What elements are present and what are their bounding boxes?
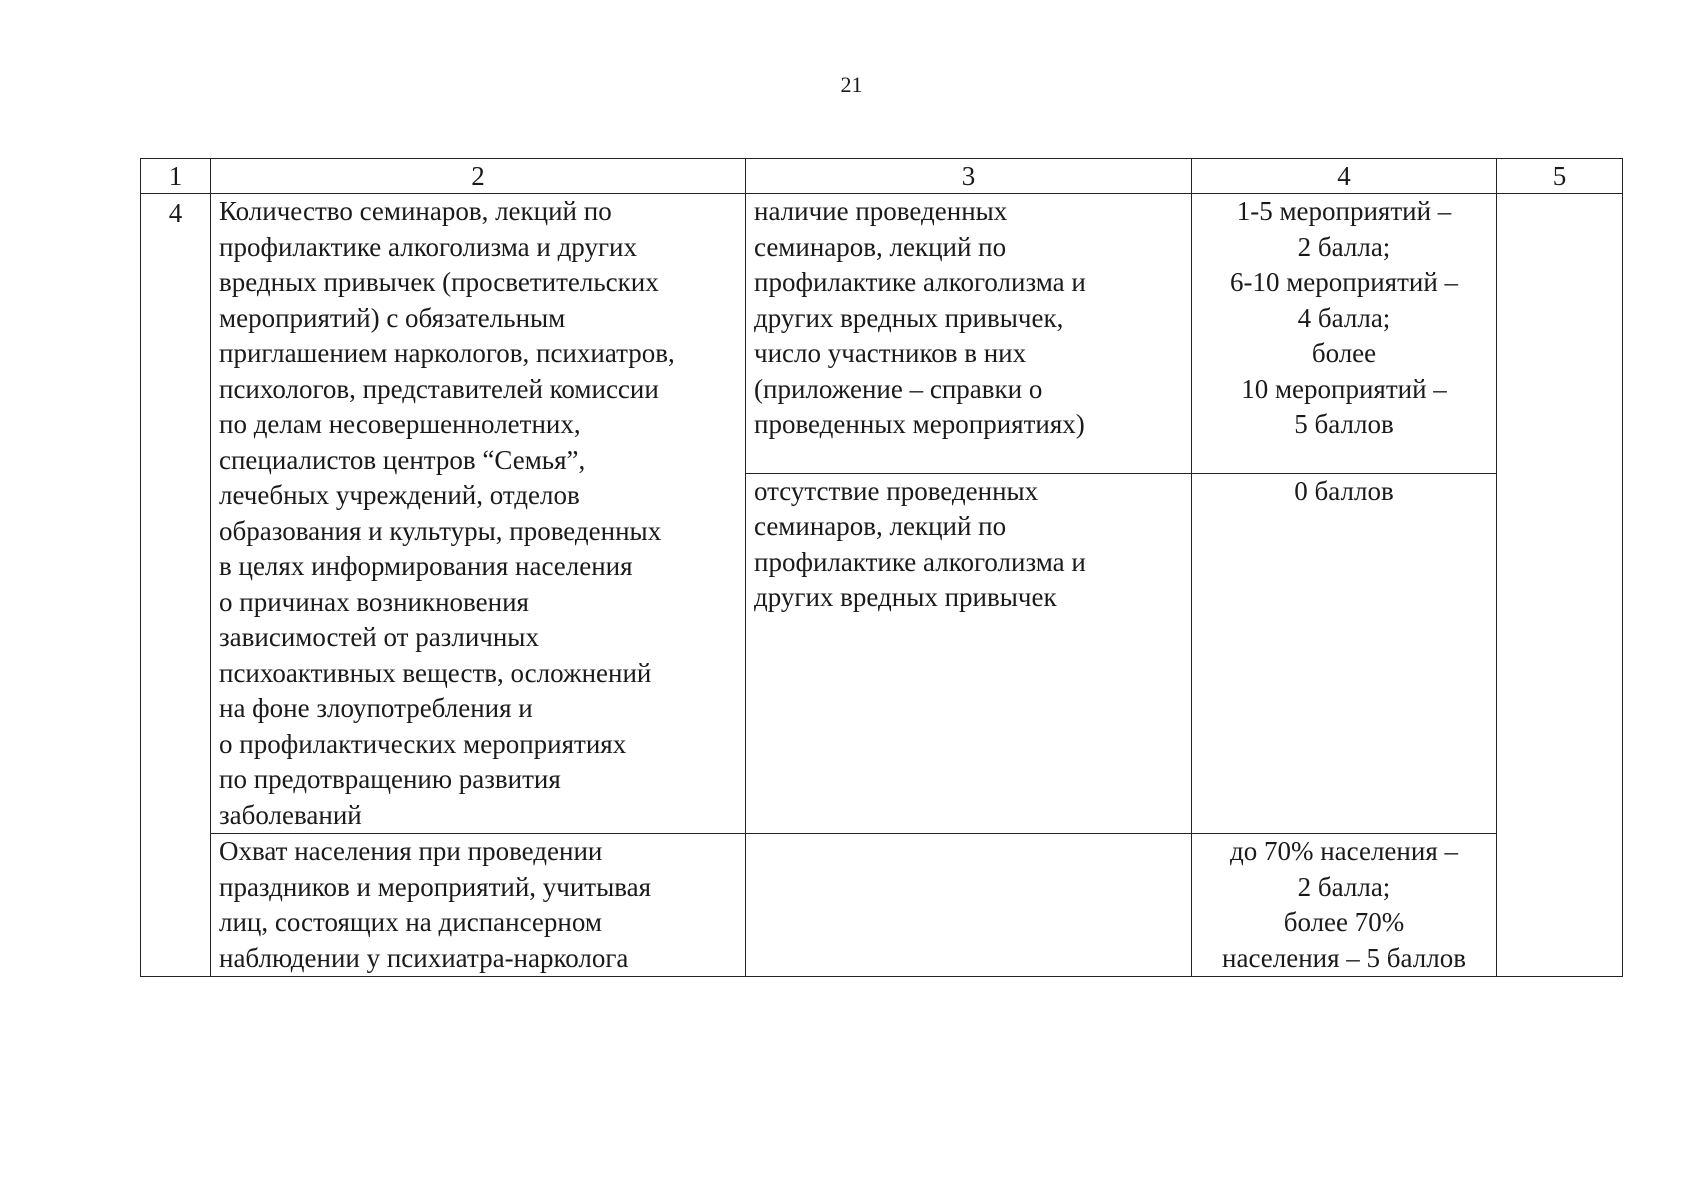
criteria-table [140, 158, 1623, 977]
table-row [141, 194, 1623, 474]
criterion-2-name-cell [211, 834, 746, 977]
table-row [141, 834, 1623, 977]
header-cell-2: 2 [211, 159, 746, 194]
score-present-cell [1192, 194, 1497, 474]
row-number-cell: 4 [141, 194, 211, 977]
header-cell-3: 3 [746, 159, 1192, 194]
header-cell-5: 5 [1497, 159, 1623, 194]
table-header-row [141, 159, 1623, 194]
criterion-2-score-cell [1192, 834, 1497, 977]
score-absent-cell [1192, 473, 1497, 833]
score-present: 1-5 мероприятий – 2 балла; 6-10 мероприятий – 4 балла; более 10 мероприятий – 5 баллов [1229, 196, 1459, 439]
indicator-present: наличие проведенных семинаров, лекций по профилактике алкоголизма и других вредных привычек, число участников в них (приложение – справки о проведенных мероприятиях) [754, 196, 1086, 439]
column-5-cell [1497, 194, 1623, 977]
criterion-1-name: Количество семинаров, лекций по профилактике алкоголизма и других вредных привычек (просветительских мероприятий) с обязательным приглашением наркологов, психиатров, психологов, представителей комиссии по делам несовершеннолетних, специалистов центров “Семья”, лечебных учреждений, отделов образования и культуры, проведенных в целях информирования населения о причинах возникновения зависимостей от различных психоактивных веществ, осложнений на фоне злоупотребления и о профилактических мероприятиях по предотвращению развития заболеваний [219, 196, 675, 830]
header-cell-1: 1 [141, 159, 211, 194]
page-number: 21 [840, 72, 863, 97]
header-cell-4: 4 [1192, 159, 1497, 194]
criterion-2-name: Охват населения при проведении праздников и мероприятий, учитывая лиц, состоящих на диспансерном наблюдении у психиатра-нарколога [219, 836, 652, 973]
indicator-present-cell [746, 194, 1192, 474]
criterion-2-score: до 70% населения – 2 балла; более 70% населения – 5 баллов [1222, 836, 1466, 973]
criterion-1-name-cell [211, 194, 746, 834]
indicator-absent-cell [746, 473, 1192, 833]
criterion-2-indicator-cell [746, 834, 1192, 977]
indicator-absent: отсутствие проведенных семинаров, лекций по профилактике алкоголизма и других вредных привычек [754, 475, 1086, 613]
score-absent: 0 баллов [1294, 475, 1394, 506]
